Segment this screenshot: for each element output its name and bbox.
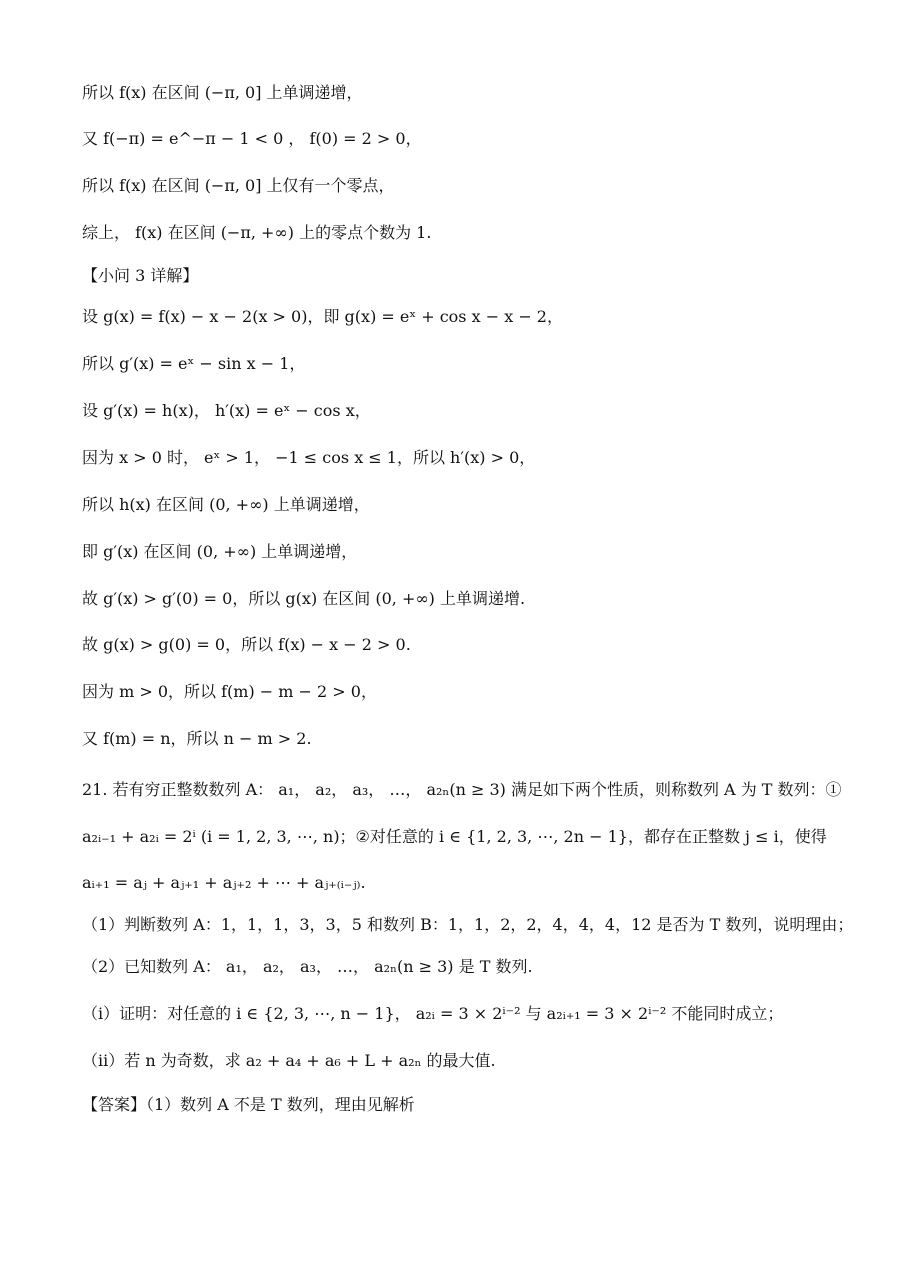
text-line: 设 g(x) = f(x) − x − 2(x > 0)，即 g(x) = eˣ + cos x − x − 2， <box>82 307 563 326</box>
sub-question: （ii）若 n 为奇数，求 a₂ + a₄ + a₆ + L + a₂ₙ 的最大值. <box>82 1051 496 1070</box>
text-line: 故 g(x) > g(0) = 0，所以 f(x) − x − 2 > 0. <box>82 635 411 654</box>
text-line: 所以 f(x) 在区间 (−π, 0] 上单调递增， <box>82 83 363 102</box>
text-line: 所以 g′(x) = eˣ − sin x − 1， <box>82 354 306 373</box>
sub-question: （i）证明：对任意的 i ∈ {2, 3, ⋯, n − 1}， a₂ᵢ = 3 × 2ⁱ⁻² 与 a₂ᵢ₊₁ = 3 × 2ⁱ⁻² 不能同时成立； <box>82 1004 784 1023</box>
sub-question: （2）已知数列 A： a₁， a₂， a₃， …， a₂ₙ(n ≥ 3) 是 T 数列. <box>82 957 533 976</box>
text-line: 所以 f(x) 在区间 (−π, 0] 上仅有一个零点， <box>82 176 395 195</box>
text-line: 即 g′(x) 在区间 (0, +∞) 上单调递增， <box>82 542 358 561</box>
problem-statement: 21. 若有穷正整数数列 A： a₁， a₂， a₃， …， a₂ₙ(n ≥ 3) 满足如下两个性质，则称数列 A 为 T 数列：① <box>82 780 842 799</box>
section-heading: 【小问 3 详解】 <box>82 266 199 285</box>
text-line: 设 g′(x) = h(x)， h′(x) = eˣ − cos x， <box>82 401 371 420</box>
text-line: 综上， f(x) 在区间 (−π, +∞) 上的零点个数为 1. <box>82 223 432 242</box>
text-line: 因为 m > 0，所以 f(m) − m − 2 > 0， <box>82 682 377 701</box>
problem-statement: aᵢ₊₁ = aⱼ + aⱼ₊₁ + aⱼ₊₂ + ⋯ + aⱼ₊₍ᵢ₋ⱼ₎. <box>82 873 366 892</box>
text-line: 所以 h(x) 在区间 (0, +∞) 上单调递增， <box>82 495 370 514</box>
sub-question: （1）判断数列 A：1，1，1，3，3，5 和数列 B：1，1，2，2，4，4，4，12 是否为 T 数列，说明理由； <box>82 915 854 934</box>
answer-line: 【答案】（1）数列 A 不是 T 数列，理由见解析 <box>82 1095 415 1114</box>
text-line: 又 f(m) = n，所以 n − m > 2. <box>82 729 312 748</box>
text-line: 又 f(−π) = e^−π − 1 < 0 ， f(0) = 2 > 0， <box>82 129 422 148</box>
problem-statement: a₂ᵢ₋₁ + a₂ᵢ = 2ⁱ (i = 1, 2, 3, ⋯, n)；②对任意的 i ∈ {1, 2, 3, ⋯, 2n − 1}，都存在正整数 j ≤ i，使得 <box>82 827 827 846</box>
text-line: 故 g′(x) > g′(0) = 0，所以 g(x) 在区间 (0, +∞) 上单调递增. <box>82 589 526 608</box>
text-line: 因为 x > 0 时， eˣ > 1， −1 ≤ cos x ≤ 1，所以 h′(x) > 0， <box>82 448 536 467</box>
